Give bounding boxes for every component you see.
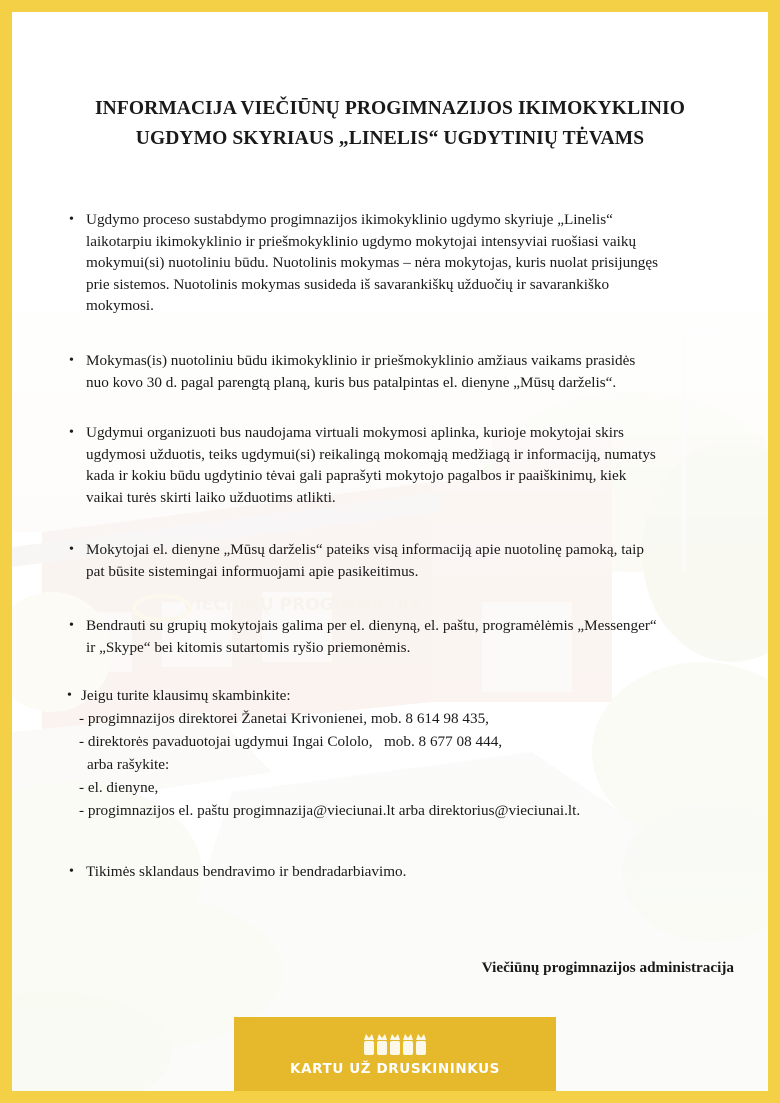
bullet-dot-icon: • xyxy=(69,425,74,440)
bullet-line: prie sistemos. Nuotolinis mokymas susideda iš savarankiškų užduočių ir savarankiško xyxy=(86,275,610,293)
document-title xyxy=(52,94,728,154)
bullet-dot-icon: • xyxy=(69,864,74,879)
bullet-dot-icon: • xyxy=(69,353,74,368)
contact-line: arba rašykite: xyxy=(87,756,170,773)
bullet-line: Mokytojai el. dienyne „Mūsų darželis“ pateiks visą informaciją apie nuotolinę pamoką, taip xyxy=(86,541,644,558)
bullet-dot-icon: • xyxy=(69,212,74,227)
slogan-banner xyxy=(234,1017,556,1091)
bullet-dot-icon: • xyxy=(69,618,74,633)
bullet-item xyxy=(69,209,734,317)
closing-bullet xyxy=(69,861,734,883)
bullet-line: Mokymas(is) nuotoliniu būdu ikimokyklinio ir priešmokyklinio amžiaus vaikams prasidės xyxy=(86,352,636,369)
bullet-line: vaikai turės skirti laiko užduotims atlikti. xyxy=(86,488,336,506)
bullet-line: laikotarpiu ikimokyklinio ir priešmokyklinio ugdymo mokytojai intensyviai ruošiasi vaikų xyxy=(86,232,637,250)
contact-block xyxy=(67,684,757,822)
bullet-line: Ugdymo proceso sustabdymo progimnazijos ikimokyklinio ugdymo skyriuje „Linelis“ xyxy=(86,211,613,228)
people-crowns-logo-icon xyxy=(362,1031,428,1057)
bullet-item xyxy=(69,615,734,658)
bullet-item xyxy=(69,422,734,508)
bullet-line: nuo kovo 30 d. pagal parengtą planą, kuris bus patalpintas el. dienyne „Mūsų darželis“. xyxy=(86,373,617,391)
signature: Viečiūnų progimnazijos administracija xyxy=(481,959,734,976)
bullet-line: mokymosi. xyxy=(86,297,154,314)
contact-line: - progimnazijos direktorei Žanetai Krivonienei, mob. 8 614 98 435, xyxy=(79,710,489,727)
bullet-line: mokymui(si) nuotoliniu būdu. Nuotolinis mokymas – nėra mokytojas, kuris nuolat prisijungęs xyxy=(86,254,659,271)
slogan-text: KARTU UŽ DRUSKININKUS xyxy=(290,1061,500,1077)
title-line-2: UGDYMO SKYRIAUS „LINELIS“ UGDYTINIŲ TĖVAMS xyxy=(135,128,645,149)
bullet-line: ir „Skype“ bei kitomis sutartomis ryšio priemonėmis. xyxy=(86,638,411,656)
title-line-1: INFORMACIJA VIEČIŪNŲ PROGIMNAZIJOS IKIMOKYKLINIO xyxy=(94,98,686,119)
bullet-dot-icon: • xyxy=(69,542,74,557)
bullet-line: Bendrauti su grupių mokytojais galima per el. dienyną, el. paštu, programėlėmis „Messenger“ xyxy=(86,617,657,634)
bullet-line: ugdymosi užduotis, teiks ugdymui(si) reikalingą mokomąją medžiagą ir informaciją, numatys xyxy=(86,445,656,463)
contact-heading: Jeigu turite klausimų skambinkite: xyxy=(81,687,291,704)
bullet-line: pat būsite sistemingai informuojami apie pasikeitimus. xyxy=(86,562,419,580)
contact-line: - direktorės pavaduotojai ugdymui Ingai Cololo, mob. 8 677 08 444, xyxy=(79,733,503,750)
bullet-item xyxy=(69,350,734,393)
closing-text: Tikimės sklandaus bendravimo ir bendradarbiavimo. xyxy=(86,863,407,880)
contact-email-line: - progimnazijos el. paštu progimnazija@vieciunai.lt arba direktorius@vieciunai.lt. xyxy=(79,802,581,819)
contact-line: - el. dienyne, xyxy=(79,779,159,796)
bullet-line: kada ir kokiu būdu ugdytinio tėvai gali paprašyti mokytojo pagalbos ir paaiškinimų, kiek xyxy=(86,467,627,484)
document-page xyxy=(12,12,768,1091)
bullet-line: Ugdymui organizuoti bus naudojama virtuali mokymosi aplinka, kurioje mokytojai skirs xyxy=(86,424,624,441)
bullet-dot-icon: • xyxy=(67,688,72,703)
bullet-item xyxy=(69,539,734,582)
